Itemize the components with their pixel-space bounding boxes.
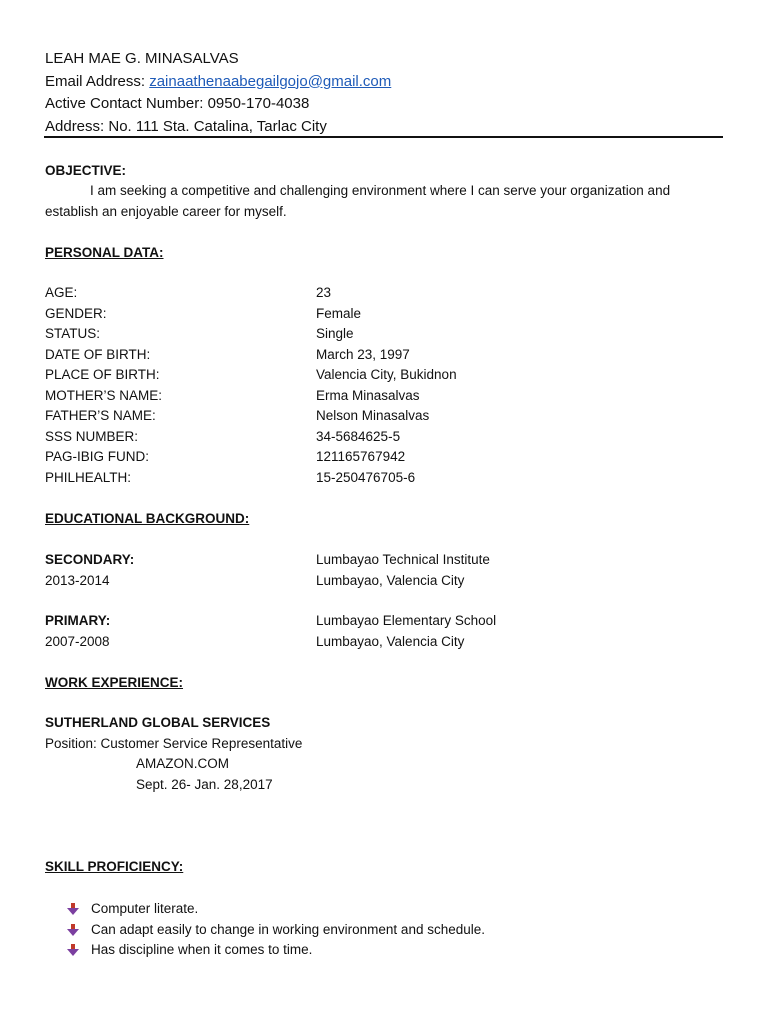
address-line [45, 116, 725, 139]
secondary-school: Lumbayao Technical Institute [316, 552, 490, 567]
personal-data-value: Erma Minasalvas [316, 387, 420, 403]
personal-data-label: SSS NUMBER: [45, 428, 139, 444]
personal-data-row [45, 447, 725, 468]
personal-data-value: 121165767942 [316, 449, 406, 464]
personal-data-value: March 23, 1997 [316, 346, 410, 362]
personal-data-row [45, 345, 725, 366]
skill-item [66, 940, 726, 961]
primary-row [45, 611, 725, 632]
arrow-bullet-icon [66, 923, 80, 937]
personal-data-label: PAG-IBIG FUND: [45, 449, 150, 464]
personal-data-row [45, 304, 725, 325]
personal-data-label: DATE OF BIRTH: [45, 346, 151, 362]
address-label: Address: [45, 117, 105, 135]
personal-data-value: Female [316, 305, 362, 321]
primary-label: PRIMARY: [45, 613, 111, 628]
skill-proficiency-heading: SKILL PROFICIENCY: [45, 859, 184, 874]
personal-data-value: Nelson Minasalvas [316, 408, 430, 423]
personal-data-label: PLACE OF BIRTH: [45, 367, 160, 382]
skill-item [66, 920, 726, 941]
secondary-location: Lumbayao, Valencia City [316, 573, 465, 588]
personal-data-label: GENDER: [45, 305, 107, 321]
personal-data-row [45, 283, 725, 304]
address-value: No. 111 Sta. Catalina, Tarlac City [108, 117, 327, 135]
personal-data-row [45, 406, 725, 427]
personal-data-heading: PERSONAL DATA: [45, 245, 164, 260]
primary-school: Lumbayao Elementary School [316, 613, 497, 628]
personal-data-row [45, 365, 725, 386]
personal-data-label: STATUS: [45, 326, 101, 341]
arrow-bullet-icon [66, 943, 80, 957]
arrow-bullet-icon [66, 902, 80, 916]
header-divider [44, 136, 723, 138]
personal-data-row [45, 386, 725, 407]
skill-item [66, 899, 726, 920]
secondary-label: SECONDARY: [45, 552, 135, 567]
account-name: AMAZON.COM [136, 756, 229, 771]
contact-header [45, 48, 725, 138]
personal-data-label: PHILHEALTH: [45, 469, 132, 485]
company-name: SUTHERLAND GLOBAL SERVICES [45, 715, 271, 730]
personal-data-label: MOTHER’S NAME: [45, 387, 163, 403]
personal-data-value: 15-250476705-6 [316, 469, 416, 485]
personal-data-value: Valencia City, Bukidnon [316, 367, 457, 382]
email-line [45, 71, 725, 94]
personal-data-label: AGE: [45, 285, 78, 300]
personal-data-value: Single [316, 326, 354, 341]
position-line: Position: Customer Service Representative [45, 736, 303, 751]
education-heading: EDUCATIONAL BACKGROUND: [45, 511, 250, 526]
personal-data-row [45, 324, 725, 345]
contact-label: Active Contact Number: [45, 95, 204, 112]
personal-data-row [45, 468, 725, 489]
secondary-detail-row [45, 571, 725, 592]
objective-heading: OBJECTIVE: [45, 163, 127, 178]
personal-data-row [45, 427, 725, 448]
applicant-name: LEAH MAE G. MINASALVAS [45, 50, 239, 67]
skill-text: Has discipline when it comes to time. [91, 942, 313, 957]
employment-dates: Sept. 26- Jan. 28,2017 [136, 777, 273, 792]
work-experience-heading: WORK EXPERIENCE: [45, 675, 184, 690]
email-label: Email Address: [45, 72, 146, 90]
primary-years: 2007-2008 [45, 634, 110, 649]
primary-detail-row [45, 632, 725, 653]
personal-data-value: 34-5684625-5 [316, 428, 401, 444]
email-link[interactable]: zainaathenaabegailgojo@gmail.com [149, 72, 392, 90]
secondary-row [45, 550, 725, 571]
secondary-years: 2013-2014 [45, 573, 110, 588]
skill-text: Computer literate. [91, 901, 199, 916]
personal-data-label: FATHER’S NAME: [45, 408, 156, 423]
contact-number: 0950-170-4038 [207, 95, 310, 112]
personal-data-value: 23 [316, 285, 332, 300]
contact-line [45, 93, 725, 116]
objective-text [45, 181, 725, 222]
primary-location: Lumbayao, Valencia City [316, 634, 465, 649]
objective-body: I am seeking a competitive and challenging environment where I can serve your organization and establish an enjoyable career for myself. [45, 183, 671, 219]
skill-text: Can adapt easily to change in working environment and schedule. [91, 921, 485, 937]
